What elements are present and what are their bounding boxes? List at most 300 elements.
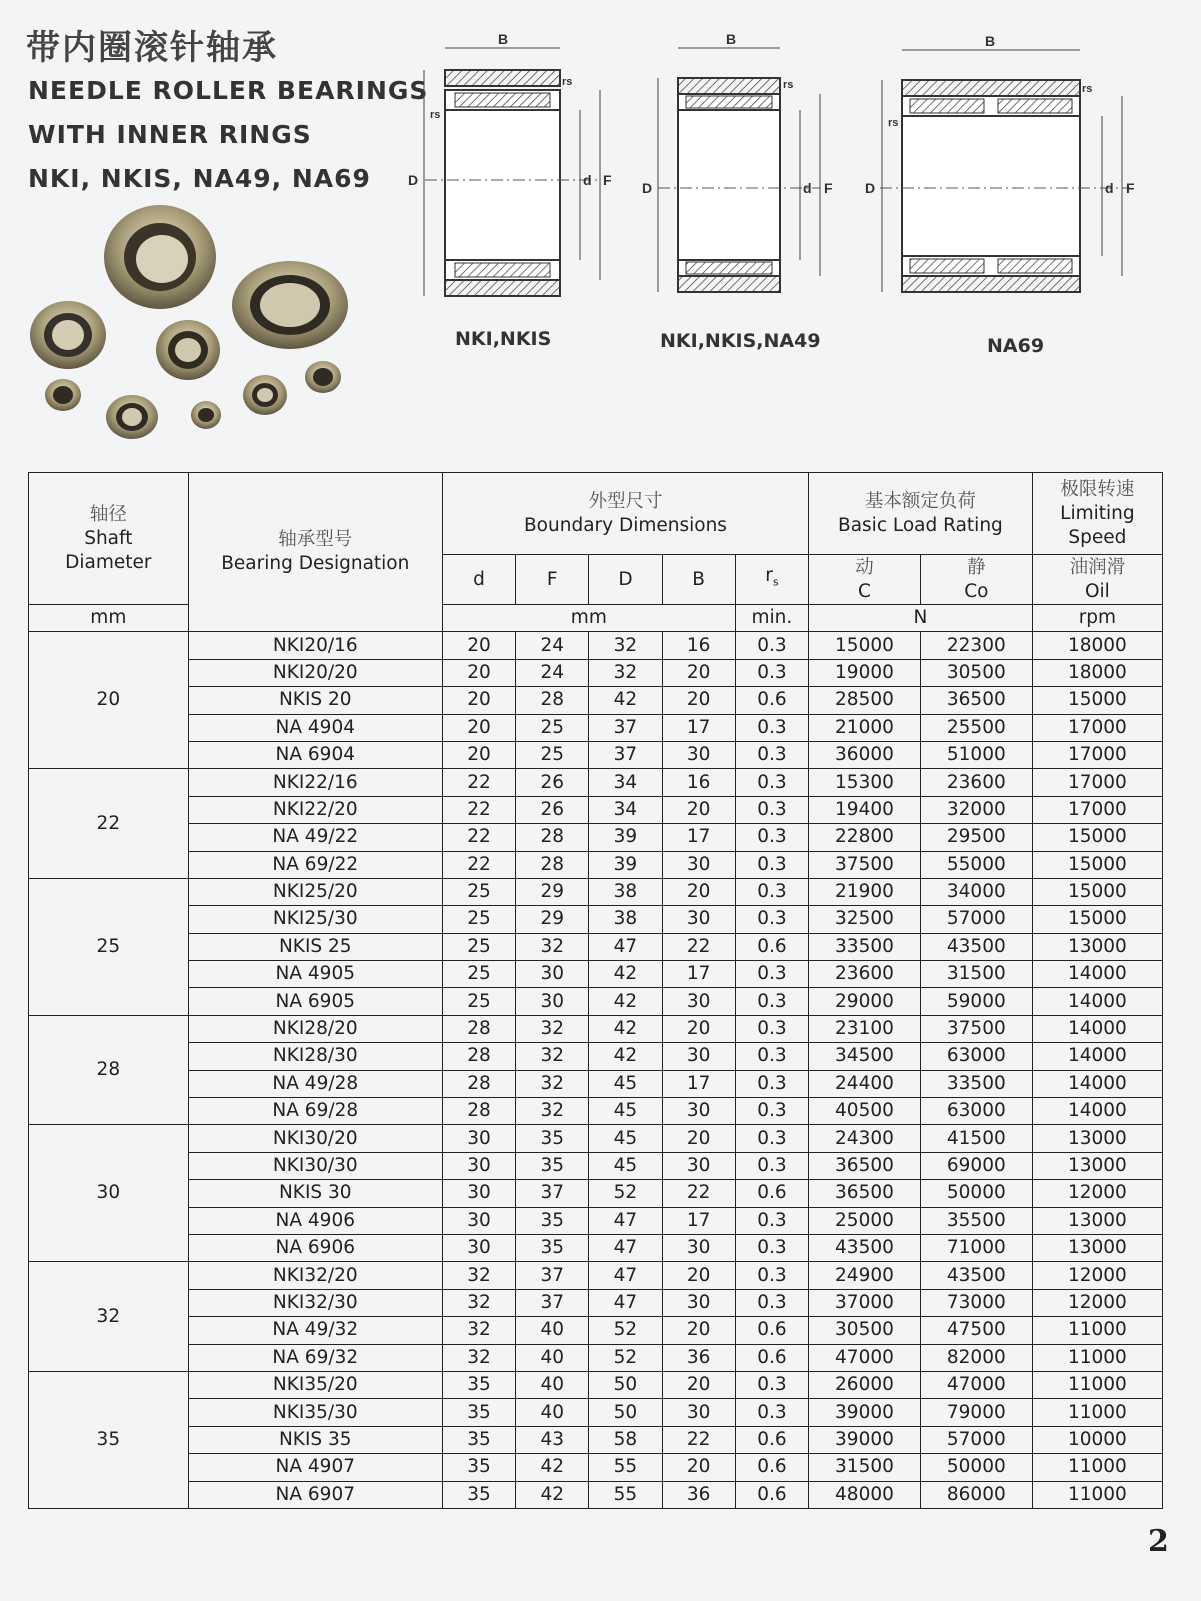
B-cell: 30 xyxy=(662,1399,735,1426)
rs-cell: 0.3 xyxy=(735,1152,808,1179)
speed-cell: 13000 xyxy=(1032,1125,1162,1152)
d-cell: 28 xyxy=(442,1098,515,1125)
F-cell: 25 xyxy=(516,714,589,741)
label-d: d xyxy=(803,180,812,196)
F-cell: 37 xyxy=(516,1262,589,1289)
shaft-diameter-cell: 28 xyxy=(29,1015,189,1125)
F-cell: 29 xyxy=(516,906,589,933)
bearing-small-3 xyxy=(191,401,221,429)
table-row xyxy=(29,1371,1163,1398)
diagram-caption-1: NKI,NKIS xyxy=(455,328,552,350)
speed-cell: 14000 xyxy=(1032,1098,1162,1125)
designation-cell: NKIS 20 xyxy=(188,687,442,714)
dynamic-load-cell: 19000 xyxy=(809,659,921,686)
B-cell: 20 xyxy=(662,878,735,905)
designation-cell: NA 49/22 xyxy=(188,824,442,851)
dynamic-load-cell: 22800 xyxy=(809,824,921,851)
B-cell: 36 xyxy=(662,1481,735,1508)
speed-cell: 17000 xyxy=(1032,741,1162,768)
speed-cell: 15000 xyxy=(1032,824,1162,851)
B-cell: 30 xyxy=(662,741,735,768)
title-line-2: WITH INNER RINGS xyxy=(28,120,312,149)
F-cell: 28 xyxy=(516,687,589,714)
static-load-cell: 47000 xyxy=(920,1371,1032,1398)
static-load-cell: 31500 xyxy=(920,961,1032,988)
speed-cell: 14000 xyxy=(1032,1015,1162,1042)
speed-cell: 18000 xyxy=(1032,659,1162,686)
rs-cell: 0.3 xyxy=(735,824,808,851)
speed-cell: 12000 xyxy=(1032,1262,1162,1289)
dynamic-load-cell: 37000 xyxy=(809,1289,921,1316)
col-static: 静 Co xyxy=(920,555,1032,605)
designation-cell: NKI20/16 xyxy=(188,632,442,659)
speed-cell: 12000 xyxy=(1032,1180,1162,1207)
table-row xyxy=(29,714,1163,741)
d-cell: 32 xyxy=(442,1289,515,1316)
B-cell: 20 xyxy=(662,687,735,714)
dynamic-load-cell: 24900 xyxy=(809,1262,921,1289)
dynamic-load-cell: 29000 xyxy=(809,988,921,1015)
label-rs: rs xyxy=(783,79,794,91)
rs-cell: 0.3 xyxy=(735,769,808,796)
dynamic-load-cell: 26000 xyxy=(809,1371,921,1398)
speed-cell: 11000 xyxy=(1032,1399,1162,1426)
diagram-na69 xyxy=(860,30,1160,330)
speed-cell: 12000 xyxy=(1032,1289,1162,1316)
static-load-cell: 59000 xyxy=(920,988,1032,1015)
table-row xyxy=(29,906,1163,933)
B-cell: 17 xyxy=(662,1207,735,1234)
F-cell: 40 xyxy=(516,1317,589,1344)
D-cell: 34 xyxy=(589,796,662,823)
header-boundary: 外型尺寸 Boundary Dimensions xyxy=(442,473,808,555)
table-row xyxy=(29,851,1163,878)
dynamic-load-cell: 40500 xyxy=(809,1098,921,1125)
B-cell: 20 xyxy=(662,796,735,823)
D-cell: 52 xyxy=(589,1317,662,1344)
dynamic-load-cell: 30500 xyxy=(809,1317,921,1344)
d-cell: 30 xyxy=(442,1234,515,1261)
rs-cell: 0.3 xyxy=(735,1125,808,1152)
static-load-cell: 43500 xyxy=(920,1262,1032,1289)
bearing-small-2 xyxy=(106,395,158,439)
F-cell: 29 xyxy=(516,878,589,905)
D-cell: 47 xyxy=(589,1207,662,1234)
static-load-cell: 55000 xyxy=(920,851,1032,878)
dynamic-load-cell: 15300 xyxy=(809,769,921,796)
designation-cell: NKIS 25 xyxy=(188,933,442,960)
speed-cell: 10000 xyxy=(1032,1426,1162,1453)
header-load: 基本额定负荷 Basic Load Rating xyxy=(809,473,1033,555)
d-cell: 28 xyxy=(442,1015,515,1042)
label-B: B xyxy=(985,33,996,49)
d-cell: 20 xyxy=(442,632,515,659)
B-cell: 20 xyxy=(662,1015,735,1042)
table-row xyxy=(29,769,1163,796)
rs-cell: 0.3 xyxy=(735,1289,808,1316)
F-cell: 32 xyxy=(516,1098,589,1125)
static-load-cell: 71000 xyxy=(920,1234,1032,1261)
designation-cell: NKI22/16 xyxy=(188,769,442,796)
designation-cell: NKI28/20 xyxy=(188,1015,442,1042)
D-cell: 45 xyxy=(589,1070,662,1097)
static-load-cell: 29500 xyxy=(920,824,1032,851)
rs-cell: 0.3 xyxy=(735,1070,808,1097)
label-F: F xyxy=(824,180,833,196)
label-d: d xyxy=(583,172,592,188)
dynamic-load-cell: 24300 xyxy=(809,1125,921,1152)
dynamic-load-cell: 34500 xyxy=(809,1043,921,1070)
B-cell: 30 xyxy=(662,1152,735,1179)
designation-cell: NKI32/30 xyxy=(188,1289,442,1316)
D-cell: 32 xyxy=(589,632,662,659)
shaft-diameter-cell: 35 xyxy=(29,1371,189,1508)
rs-cell: 0.3 xyxy=(735,1043,808,1070)
static-load-cell: 41500 xyxy=(920,1125,1032,1152)
dynamic-load-cell: 21900 xyxy=(809,878,921,905)
speed-cell: 15000 xyxy=(1032,687,1162,714)
static-load-cell: 22300 xyxy=(920,632,1032,659)
rs-cell: 0.3 xyxy=(735,796,808,823)
unit-shaft: mm xyxy=(29,605,189,632)
shaft-diameter-cell: 32 xyxy=(29,1262,189,1372)
rs-cell: 0.3 xyxy=(735,1015,808,1042)
F-cell: 26 xyxy=(516,796,589,823)
d-cell: 28 xyxy=(442,1043,515,1070)
F-cell: 40 xyxy=(516,1371,589,1398)
speed-cell: 15000 xyxy=(1032,878,1162,905)
dynamic-load-cell: 33500 xyxy=(809,933,921,960)
static-load-cell: 37500 xyxy=(920,1015,1032,1042)
static-load-cell: 63000 xyxy=(920,1098,1032,1125)
B-cell: 16 xyxy=(662,769,735,796)
d-cell: 32 xyxy=(442,1317,515,1344)
header-speed: 极限转速 Limiting Speed xyxy=(1032,473,1162,555)
rs-cell: 0.3 xyxy=(735,1399,808,1426)
speed-cell: 13000 xyxy=(1032,1152,1162,1179)
F-cell: 40 xyxy=(516,1399,589,1426)
speed-cell: 13000 xyxy=(1032,933,1162,960)
d-cell: 32 xyxy=(442,1344,515,1371)
table-row xyxy=(29,1481,1163,1508)
B-cell: 20 xyxy=(662,1262,735,1289)
table-row xyxy=(29,1262,1163,1289)
F-cell: 28 xyxy=(516,824,589,851)
static-load-cell: 34000 xyxy=(920,878,1032,905)
header-designation: 轴承型号 Bearing Designation xyxy=(188,473,442,632)
dynamic-load-cell: 31500 xyxy=(809,1454,921,1481)
D-cell: 47 xyxy=(589,1289,662,1316)
D-cell: 50 xyxy=(589,1371,662,1398)
title-line-3: NKI, NKIS, NA49, NA69 xyxy=(28,164,371,193)
d-cell: 28 xyxy=(442,1070,515,1097)
dynamic-load-cell: 36000 xyxy=(809,741,921,768)
d-cell: 22 xyxy=(442,796,515,823)
designation-cell: NA 4906 xyxy=(188,1207,442,1234)
table-row xyxy=(29,1344,1163,1371)
table-row xyxy=(29,1289,1163,1316)
designation-cell: NA 6907 xyxy=(188,1481,442,1508)
diagram-caption-3: NA69 xyxy=(987,335,1045,357)
B-cell: 17 xyxy=(662,1070,735,1097)
static-load-cell: 33500 xyxy=(920,1070,1032,1097)
static-load-cell: 25500 xyxy=(920,714,1032,741)
table-row xyxy=(29,1098,1163,1125)
rs-cell: 0.6 xyxy=(735,1317,808,1344)
B-cell: 17 xyxy=(662,961,735,988)
table-row xyxy=(29,796,1163,823)
dynamic-load-cell: 47000 xyxy=(809,1344,921,1371)
speed-cell: 15000 xyxy=(1032,851,1162,878)
col-rs: $r_s$ xyxy=(735,555,808,605)
dynamic-load-cell: 24400 xyxy=(809,1070,921,1097)
speed-cell: 17000 xyxy=(1032,769,1162,796)
D-cell: 50 xyxy=(589,1399,662,1426)
static-load-cell: 82000 xyxy=(920,1344,1032,1371)
designation-cell: NKIS 35 xyxy=(188,1426,442,1453)
rs-cell: 0.3 xyxy=(735,632,808,659)
F-cell: 26 xyxy=(516,769,589,796)
F-cell: 35 xyxy=(516,1207,589,1234)
rs-cell: 0.6 xyxy=(735,687,808,714)
F-cell: 42 xyxy=(516,1454,589,1481)
designation-cell: NA 69/32 xyxy=(188,1344,442,1371)
B-cell: 16 xyxy=(662,632,735,659)
d-cell: 32 xyxy=(442,1262,515,1289)
shaft-diameter-cell: 20 xyxy=(29,632,189,769)
d-cell: 25 xyxy=(442,906,515,933)
label-D: D xyxy=(408,172,419,188)
dynamic-load-cell: 23600 xyxy=(809,961,921,988)
bearing-large xyxy=(104,205,216,309)
d-cell: 20 xyxy=(442,741,515,768)
D-cell: 38 xyxy=(589,906,662,933)
F-cell: 25 xyxy=(516,741,589,768)
F-cell: 37 xyxy=(516,1180,589,1207)
table-row xyxy=(29,878,1163,905)
rs-cell: 0.3 xyxy=(735,1098,808,1125)
D-cell: 37 xyxy=(589,741,662,768)
designation-cell: NKI25/20 xyxy=(188,878,442,905)
rs-cell: 0.3 xyxy=(735,878,808,905)
diagram-nki-nkis xyxy=(400,30,640,330)
title-chinese: 带内圈滚针轴承 xyxy=(26,28,278,68)
speed-cell: 18000 xyxy=(1032,632,1162,659)
bearing-small-5 xyxy=(305,361,341,393)
dynamic-load-cell: 23100 xyxy=(809,1015,921,1042)
speed-cell: 14000 xyxy=(1032,988,1162,1015)
rs-cell: 0.3 xyxy=(735,1262,808,1289)
table-row xyxy=(29,988,1163,1015)
col-d: d xyxy=(442,555,515,605)
label-rs-top: rs xyxy=(562,76,573,88)
dynamic-load-cell: 43500 xyxy=(809,1234,921,1261)
static-load-cell: 69000 xyxy=(920,1152,1032,1179)
rs-cell: 0.6 xyxy=(735,1344,808,1371)
designation-cell: NA 4907 xyxy=(188,1454,442,1481)
B-cell: 22 xyxy=(662,933,735,960)
label-rs: rs xyxy=(430,109,441,121)
table-row xyxy=(29,1070,1163,1097)
designation-cell: NA 4905 xyxy=(188,961,442,988)
d-cell: 35 xyxy=(442,1454,515,1481)
diagram-caption-2: NKI,NKIS,NA49 xyxy=(660,330,821,352)
B-cell: 22 xyxy=(662,1426,735,1453)
B-cell: 30 xyxy=(662,1234,735,1261)
designation-cell: NKI25/30 xyxy=(188,906,442,933)
table-row xyxy=(29,1015,1163,1042)
unit-speed: rpm xyxy=(1032,605,1162,632)
label-F: F xyxy=(603,172,612,188)
static-load-cell: 57000 xyxy=(920,1426,1032,1453)
dynamic-load-cell: 39000 xyxy=(809,1426,921,1453)
bearing-right xyxy=(232,261,348,349)
F-cell: 24 xyxy=(516,632,589,659)
table-row xyxy=(29,1317,1163,1344)
B-cell: 36 xyxy=(662,1344,735,1371)
rs-cell: 0.6 xyxy=(735,1180,808,1207)
table-row xyxy=(29,1180,1163,1207)
D-cell: 52 xyxy=(589,1180,662,1207)
d-cell: 30 xyxy=(442,1125,515,1152)
bearing-middle xyxy=(156,320,220,380)
D-cell: 42 xyxy=(589,1043,662,1070)
B-cell: 22 xyxy=(662,1180,735,1207)
d-cell: 20 xyxy=(442,687,515,714)
designation-cell: NA 4904 xyxy=(188,714,442,741)
D-cell: 45 xyxy=(589,1152,662,1179)
table-row xyxy=(29,1234,1163,1261)
B-cell: 20 xyxy=(662,659,735,686)
D-cell: 52 xyxy=(589,1344,662,1371)
d-cell: 25 xyxy=(442,878,515,905)
rs-cell: 0.3 xyxy=(735,1234,808,1261)
spec-table-body xyxy=(29,632,1163,1509)
rs-cell: 0.3 xyxy=(735,1207,808,1234)
static-load-cell: 57000 xyxy=(920,906,1032,933)
D-cell: 42 xyxy=(589,687,662,714)
unit-rs: min. xyxy=(735,605,808,632)
static-load-cell: 50000 xyxy=(920,1180,1032,1207)
B-cell: 20 xyxy=(662,1317,735,1344)
col-F: F xyxy=(516,555,589,605)
D-cell: 45 xyxy=(589,1098,662,1125)
designation-cell: NA 49/32 xyxy=(188,1317,442,1344)
designation-cell: NKI28/30 xyxy=(188,1043,442,1070)
designation-cell: NKI20/20 xyxy=(188,659,442,686)
header-shaft: 轴径 Shaft Diameter xyxy=(29,473,189,605)
table-row xyxy=(29,1399,1163,1426)
d-cell: 22 xyxy=(442,769,515,796)
shaft-diameter-cell: 25 xyxy=(29,878,189,1015)
speed-cell: 11000 xyxy=(1032,1344,1162,1371)
table-row xyxy=(29,824,1163,851)
speed-cell: 14000 xyxy=(1032,1070,1162,1097)
d-cell: 25 xyxy=(442,961,515,988)
designation-cell: NA 69/28 xyxy=(188,1098,442,1125)
D-cell: 39 xyxy=(589,851,662,878)
d-cell: 20 xyxy=(442,659,515,686)
F-cell: 30 xyxy=(516,988,589,1015)
B-cell: 20 xyxy=(662,1454,735,1481)
label-B: B xyxy=(726,31,737,47)
static-load-cell: 36500 xyxy=(920,687,1032,714)
label-B: B xyxy=(498,31,509,47)
label-rs: rs xyxy=(1082,83,1093,95)
rs-cell: 0.3 xyxy=(735,741,808,768)
D-cell: 55 xyxy=(589,1454,662,1481)
dynamic-load-cell: 39000 xyxy=(809,1399,921,1426)
designation-cell: NKI35/20 xyxy=(188,1371,442,1398)
label-d: d xyxy=(1105,180,1114,196)
d-cell: 25 xyxy=(442,988,515,1015)
static-load-cell: 50000 xyxy=(920,1454,1032,1481)
d-cell: 35 xyxy=(442,1399,515,1426)
table-row xyxy=(29,741,1163,768)
designation-cell: NA 6906 xyxy=(188,1234,442,1261)
label-rs-left: rs xyxy=(888,117,899,129)
rs-cell: 0.6 xyxy=(735,933,808,960)
B-cell: 30 xyxy=(662,1289,735,1316)
table-row xyxy=(29,933,1163,960)
table-row xyxy=(29,1426,1163,1453)
dynamic-load-cell: 21000 xyxy=(809,714,921,741)
d-cell: 35 xyxy=(442,1426,515,1453)
F-cell: 32 xyxy=(516,1043,589,1070)
speed-cell: 14000 xyxy=(1032,961,1162,988)
designation-cell: NA 6905 xyxy=(188,988,442,1015)
label-F: F xyxy=(1126,180,1135,196)
rs-cell: 0.3 xyxy=(735,851,808,878)
col-B: B xyxy=(662,555,735,605)
d-cell: 30 xyxy=(442,1152,515,1179)
D-cell: 42 xyxy=(589,1015,662,1042)
static-load-cell: 86000 xyxy=(920,1481,1032,1508)
D-cell: 47 xyxy=(589,1234,662,1261)
rs-cell: 0.6 xyxy=(735,1454,808,1481)
F-cell: 30 xyxy=(516,961,589,988)
D-cell: 42 xyxy=(589,961,662,988)
F-cell: 28 xyxy=(516,851,589,878)
bearings-photo xyxy=(28,205,358,455)
col-oil: 油润滑 Oil xyxy=(1032,555,1162,605)
designation-cell: NKI32/20 xyxy=(188,1262,442,1289)
F-cell: 35 xyxy=(516,1152,589,1179)
static-load-cell: 43500 xyxy=(920,933,1032,960)
B-cell: 30 xyxy=(662,1098,735,1125)
F-cell: 42 xyxy=(516,1481,589,1508)
B-cell: 30 xyxy=(662,851,735,878)
rs-cell: 0.3 xyxy=(735,659,808,686)
speed-cell: 11000 xyxy=(1032,1317,1162,1344)
speed-cell: 11000 xyxy=(1032,1481,1162,1508)
B-cell: 20 xyxy=(662,1371,735,1398)
dynamic-load-cell: 15000 xyxy=(809,632,921,659)
D-cell: 58 xyxy=(589,1426,662,1453)
designation-cell: NA 49/28 xyxy=(188,1070,442,1097)
dynamic-load-cell: 36500 xyxy=(809,1180,921,1207)
table-row xyxy=(29,961,1163,988)
designation-cell: NKI30/20 xyxy=(188,1125,442,1152)
rs-cell: 0.3 xyxy=(735,988,808,1015)
D-cell: 45 xyxy=(589,1125,662,1152)
dynamic-load-cell: 48000 xyxy=(809,1481,921,1508)
speed-cell: 13000 xyxy=(1032,1234,1162,1261)
static-load-cell: 73000 xyxy=(920,1289,1032,1316)
D-cell: 37 xyxy=(589,714,662,741)
col-D: D xyxy=(589,555,662,605)
B-cell: 30 xyxy=(662,988,735,1015)
